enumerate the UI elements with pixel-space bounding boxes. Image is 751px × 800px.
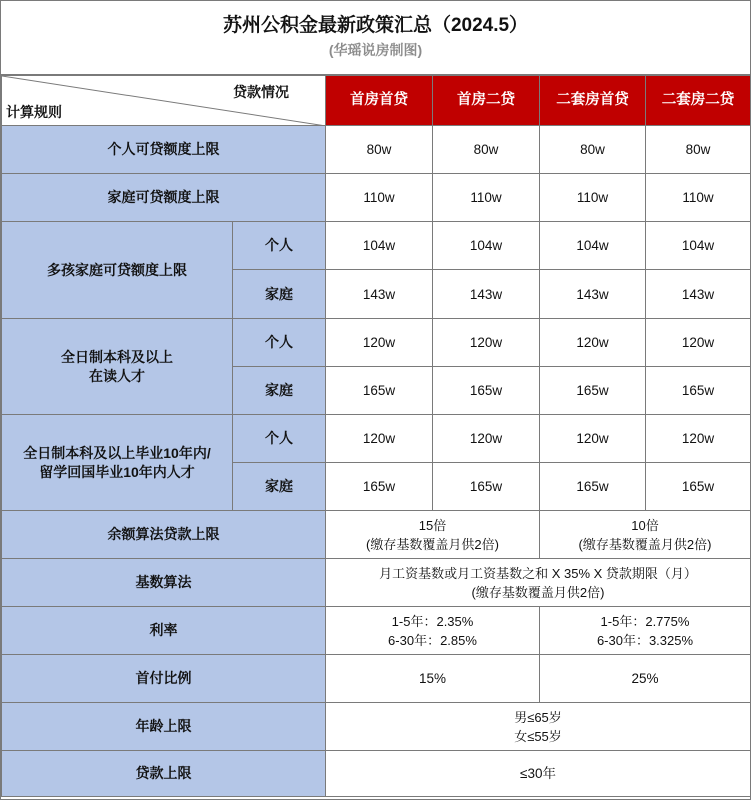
column-header: 二套房首贷 <box>540 76 646 126</box>
value-cell: 110w <box>646 174 751 222</box>
value-cell: 143w <box>540 270 646 319</box>
value-line: 1-5年：2.35% <box>391 613 474 629</box>
value-cell: 120w <box>433 415 540 463</box>
value-cell: 165w <box>433 463 540 511</box>
row-label: 年龄上限 <box>2 703 326 751</box>
value-cell: 110w <box>433 174 540 222</box>
value-cell <box>326 511 540 559</box>
row-label-line: 留学回国毕业10年内人才 <box>39 463 195 480</box>
value-cell: 15% <box>326 655 540 703</box>
row-label-line: 在读人才 <box>89 367 145 384</box>
value-cell: 143w <box>433 270 540 319</box>
row-label-line: 全日制本科及以上毕业10年内/ <box>23 444 211 461</box>
corner-cell <box>2 76 326 126</box>
value-line: 6-30年：3.325% <box>596 632 694 648</box>
value-cell: 165w <box>540 367 646 415</box>
table-row <box>2 174 751 222</box>
policy-table <box>1 75 751 797</box>
table-row <box>2 126 751 174</box>
value-main: 10倍 <box>631 517 659 533</box>
value-note: (缴存基数覆盖月供2倍) <box>471 584 605 600</box>
table-row <box>2 415 751 463</box>
row-label: 贷款上限 <box>2 751 326 797</box>
value-cell: 165w <box>646 463 751 511</box>
value-cell: 110w <box>540 174 646 222</box>
table-row <box>2 607 751 655</box>
value-cell: 104w <box>433 222 540 270</box>
table-row <box>2 511 751 559</box>
value-cell: 80w <box>433 126 540 174</box>
sub-label: 个人 <box>233 319 326 367</box>
value-main: 月工资基数或月工资基数之和 X 35% X 贷款期限（月） <box>379 565 697 581</box>
value-cell: 120w <box>540 415 646 463</box>
value-cell: 104w <box>646 222 751 270</box>
corner-rule-label: 计算规则 <box>6 104 62 120</box>
value-cell: 120w <box>326 319 433 367</box>
row-label <box>2 319 233 415</box>
value-cell: 120w <box>326 415 433 463</box>
row-label: 余额算法贷款上限 <box>2 511 326 559</box>
value-cell: 104w <box>326 222 433 270</box>
value-cell <box>326 607 540 655</box>
sheet-header <box>1 1 750 75</box>
row-label: 家庭可贷额度上限 <box>2 174 326 222</box>
column-header: 二套房二贷 <box>646 76 751 126</box>
sub-label: 个人 <box>233 222 326 270</box>
page-title: 苏州公积金最新政策汇总（2024.5） <box>222 15 529 36</box>
sub-label: 家庭 <box>233 463 326 511</box>
page-subtitle: (华瑶说房制图) <box>328 42 423 58</box>
value-cell: 110w <box>326 174 433 222</box>
value-note: (缴存基数覆盖月供2倍) <box>578 536 712 552</box>
sub-label: 个人 <box>233 415 326 463</box>
value-cell: 165w <box>433 367 540 415</box>
value-cell: 25% <box>540 655 751 703</box>
value-cell: 104w <box>540 222 646 270</box>
row-label-line: 全日制本科及以上 <box>61 348 173 365</box>
table-row <box>2 751 751 797</box>
row-label: 基数算法 <box>2 559 326 607</box>
row-label <box>2 415 233 511</box>
table-row <box>2 559 751 607</box>
value-cell: 120w <box>433 319 540 367</box>
table-row <box>2 222 751 270</box>
value-note: (缴存基数覆盖月供2倍) <box>366 536 499 552</box>
row-label: 利率 <box>2 607 326 655</box>
table-row <box>2 703 751 751</box>
value-cell <box>540 511 751 559</box>
row-label: 首付比例 <box>2 655 326 703</box>
value-cell: 143w <box>646 270 751 319</box>
value-cell: 165w <box>326 367 433 415</box>
sub-label: 家庭 <box>233 270 326 319</box>
value-line: 1-5年：2.775% <box>600 613 690 629</box>
value-cell: 120w <box>540 319 646 367</box>
table-header-row <box>2 76 751 126</box>
value-cell: 120w <box>646 319 751 367</box>
value-cell <box>540 607 751 655</box>
table-row <box>2 655 751 703</box>
value-main: 15倍 <box>418 517 447 533</box>
value-line: 女≤55岁 <box>514 728 562 744</box>
value-cell: 120w <box>646 415 751 463</box>
value-cell: 80w <box>326 126 433 174</box>
column-header: 首房首贷 <box>326 76 433 126</box>
value-line: 6-30年：2.85% <box>388 632 477 648</box>
value-cell: 143w <box>326 270 433 319</box>
value-cell: ≤30年 <box>326 751 751 797</box>
value-cell: 165w <box>646 367 751 415</box>
value-cell <box>326 703 751 751</box>
row-label: 个人可贷额度上限 <box>2 126 326 174</box>
sub-label: 家庭 <box>233 367 326 415</box>
value-cell: 165w <box>326 463 433 511</box>
value-cell: 80w <box>646 126 751 174</box>
corner-loan-label: 贷款情况 <box>233 84 289 100</box>
row-label: 多孩家庭可贷额度上限 <box>2 222 233 319</box>
value-line: 男≤65岁 <box>514 709 562 725</box>
value-cell: 80w <box>540 126 646 174</box>
column-header: 首房二贷 <box>433 76 540 126</box>
value-cell <box>326 559 751 607</box>
value-cell: 165w <box>540 463 646 511</box>
table-row <box>2 319 751 367</box>
